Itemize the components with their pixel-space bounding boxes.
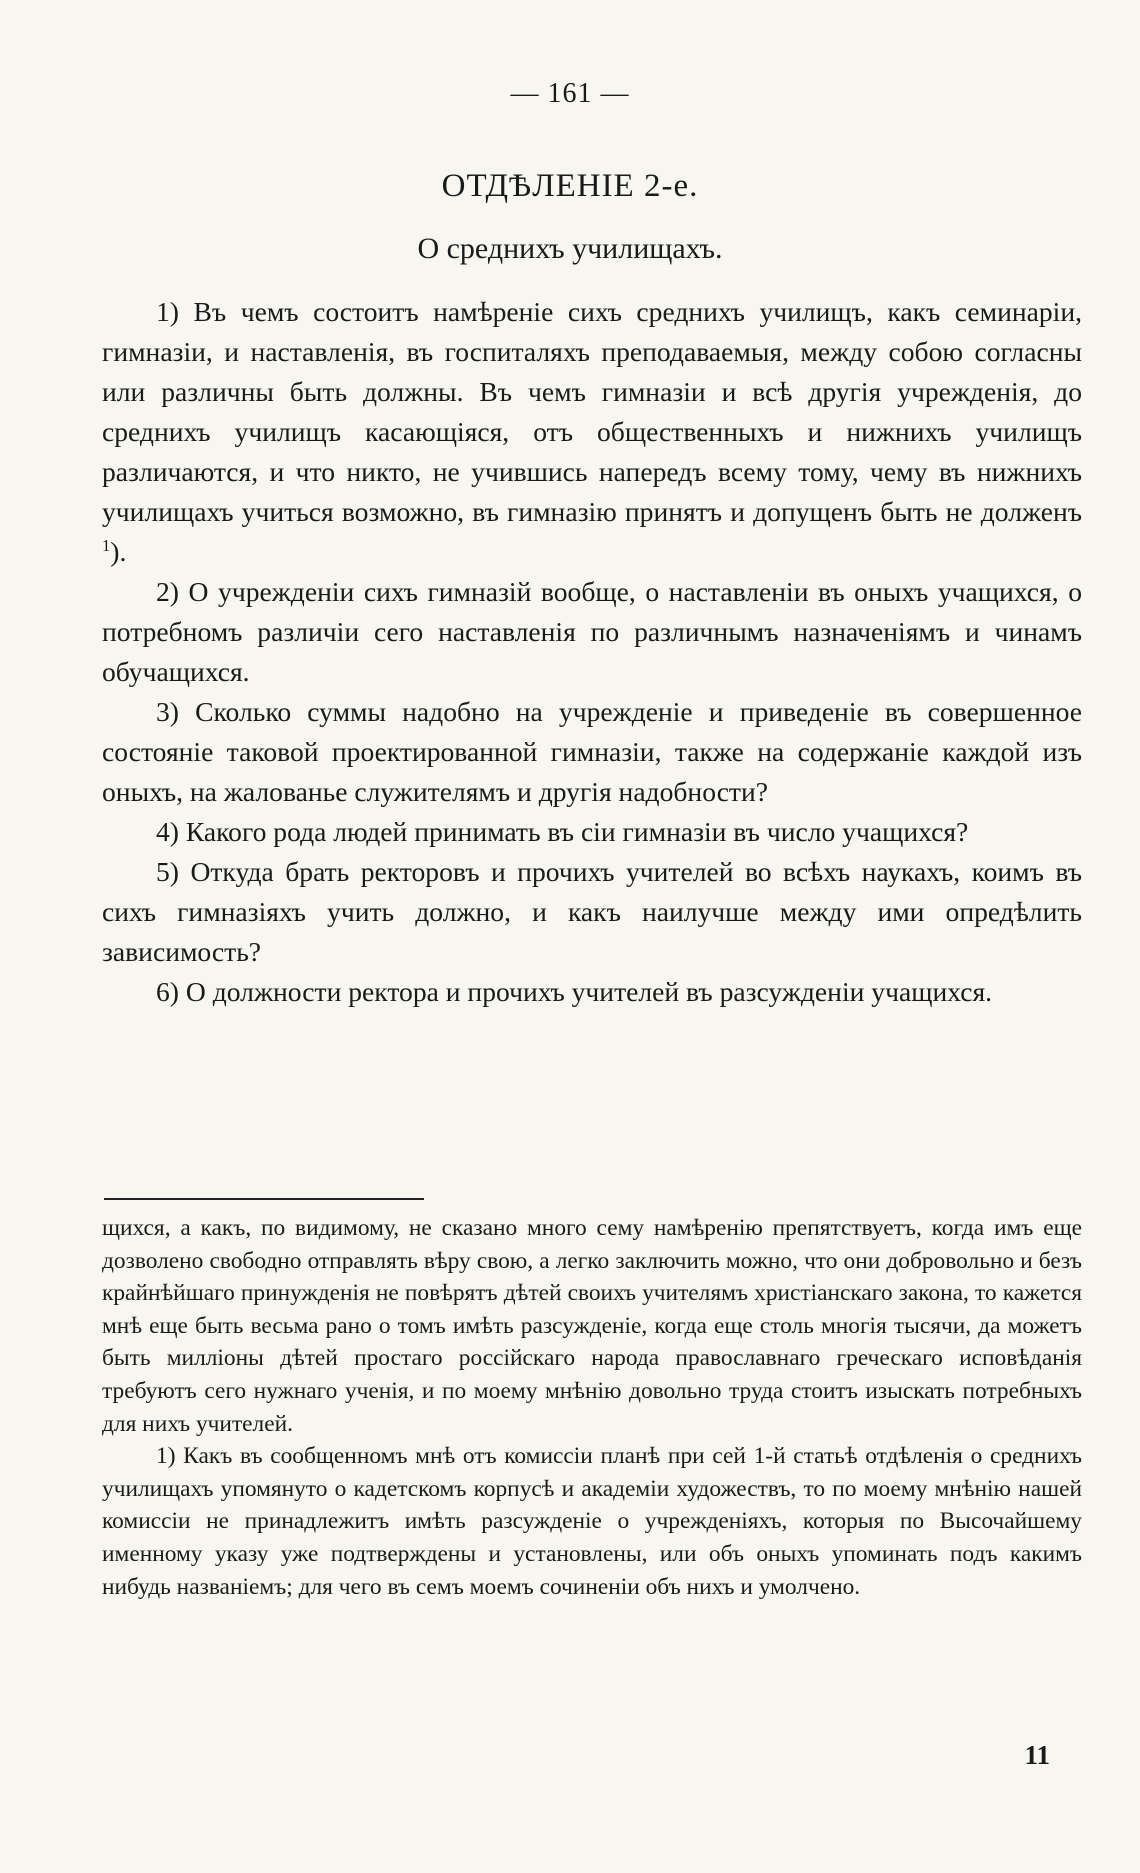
paragraph-1-text: 1) Въ чемъ состоитъ намѣреніе сихъ среднихъ училищъ, какъ семинаріи, гимназіи, и наставленія, въ госпиталяхъ преподаваемыя, между собою согласны или различны быть должны. Въ чемъ гимназіи и всѣ другія учрежденія, до среднихъ училищъ касающіяся, отъ общественныхъ и нижнихъ училищъ различаются, и что никто, не учившись напередъ всему тому, чему въ нижнихъ училищахъ учиться возможно, въ гимназію принятъ и допущенъ быть не долженъ <box>102 296 1082 527</box>
paragraph-1-ending: ). <box>110 536 127 567</box>
footnote-1-text: Какъ въ сообщенномъ мнѣ отъ комиссіи планѣ при сей 1-й статьѣ отдѣленія о среднихъ училищахъ упомянуто о кадетскомъ корпусѣ и академіи художествъ, то по моему мнѣнію нашей комиссіи не принадлежитъ имѣть разсужденіе о учрежденіяхъ, которыя по Высочайшему именному указу уже подтверждены и установлены, или объ оныхъ упоминать подъ какимъ нибудь названіемъ; для чего въ семъ моемъ сочиненіи объ нихъ и умолчено. <box>102 1443 1082 1600</box>
footnote-1 <box>102 1440 1082 1603</box>
paragraph-4: 4) Какого рода людей принимать въ сіи гимназіи въ число учащихся? <box>156 816 969 847</box>
footnote-continuation: щихся, а какъ, по видимому, не сказано много сему намѣренію препятствуетъ, когда имъ еще дозволено свободно отправлять вѣру свою, а легко заключить можно, что они добровольно и безъ крайнѣйшаго принужденія не повѣрятъ дѣтей своихъ учителямъ христіанскаго закона, то кажется мнѣ еще быть весьма рано о томъ имѣть разсужденіе, когда еще столь многія тысячи, да можетъ быть милліоны дѣтей простаго россійскаго народа православнаго греческаго исповѣданія требуютъ сего нужнаго ученія, и по моему мнѣнію довольно труда стоитъ изыскать потребныхъ для нихъ учителей. <box>102 1215 1082 1437</box>
footnote-1-marker: 1) <box>156 1443 176 1470</box>
signature-mark: 11 <box>1024 1740 1050 1770</box>
page-number: — 161 — <box>510 78 630 109</box>
paragraph-5: 5) Откуда брать ректоровъ и прочихъ учителей во всѣхъ наукахъ, коимъ въ сихъ гимназіяхъ учить должно, и какъ наилучше между ими опредѣлить зависимость? <box>102 856 1082 967</box>
footnotes <box>102 1212 1082 1603</box>
section-title: ОТДѢЛЕНІЕ 2-е. <box>441 168 699 204</box>
footnote-divider <box>104 1198 424 1200</box>
paragraph-6: 6) О должности ректора и прочихъ учителей въ разсужденіи учащихся. <box>156 976 993 1007</box>
footnote-marker-1: 1 <box>102 535 111 555</box>
body-text <box>102 292 1082 1012</box>
paragraph-2: 2) О учрежденіи сихъ гимназій вообще, о наставленіи въ оныхъ учащихся, о потребномъ различіи сего наставленія по различнымъ назначеніямъ и чинамъ обучащихся. <box>102 576 1082 687</box>
section-subtitle: О среднихъ училищахъ. <box>417 232 723 265</box>
paragraph-1 <box>102 292 1082 572</box>
paragraph-3: 3) Сколько суммы надобно на учрежденіе и приведеніе въ совершенное состояніе таковой проектированной гимназіи, также на содержаніе каждой изъ оныхъ, на жалованье служителямъ и другія надобности? <box>102 696 1082 807</box>
